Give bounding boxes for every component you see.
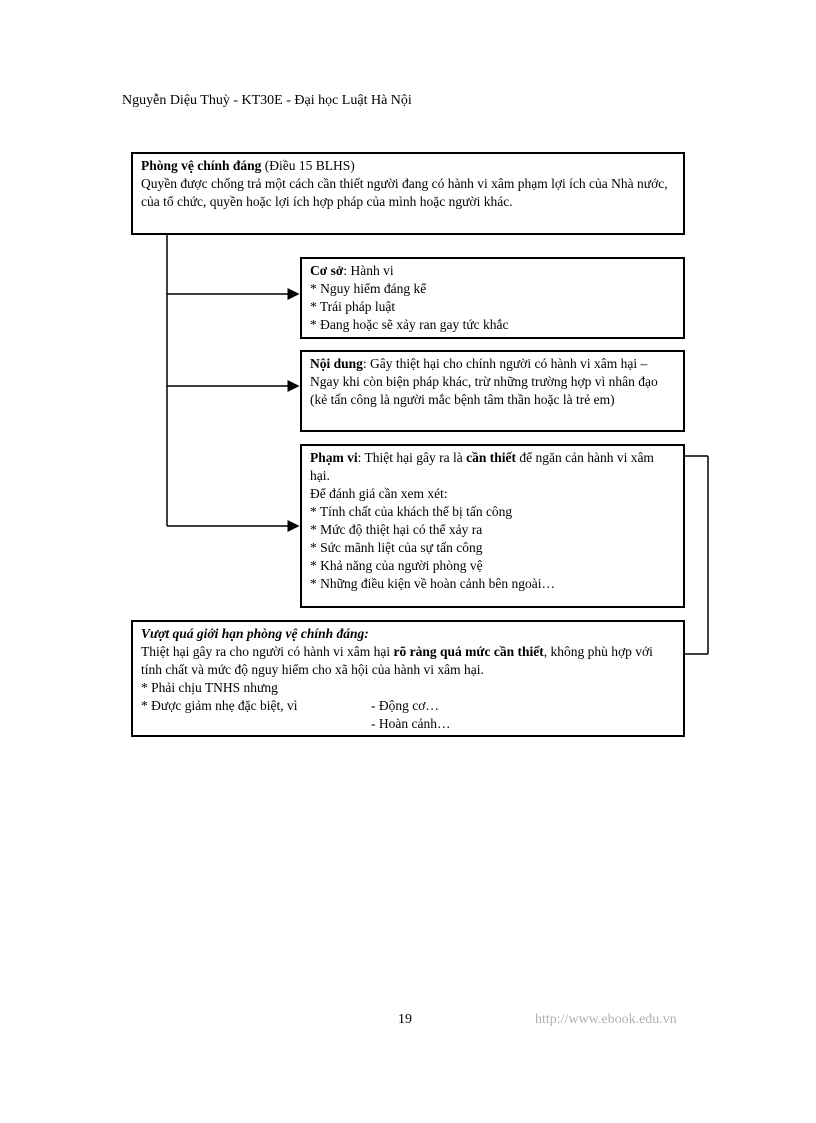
box-phong-ve-chinh-dang xyxy=(131,152,685,235)
box5-title: Vượt quá giới hạn phòng vệ chính đáng: xyxy=(141,626,369,641)
box5-text2: , không phù hợp với tính chất và mức độ nguy hiểm cho xã hội của hành vi xâm hại. xyxy=(141,644,653,677)
box-pham-vi xyxy=(300,444,685,608)
box-co-so xyxy=(300,257,685,339)
box5-bold: rõ ràng quá mức cần thiết xyxy=(393,644,544,659)
box3-label: Nội dung xyxy=(310,356,363,371)
box1-ref: (Điều 15 BLHS) xyxy=(261,158,355,173)
box4-subhead: Để đánh giá cần xem xét: xyxy=(310,486,448,501)
page-header: Nguyễn Diệu Thuỳ - KT30E - Đại học Luật Hà Nội xyxy=(122,93,412,108)
footer-url: http://www.ebook.edu.vn xyxy=(535,1012,677,1027)
box2-item: * Đang hoặc sẽ xảy ran gay tức khắc xyxy=(310,317,509,332)
box4-text2: để ngăn cản hành vi xâm hại. xyxy=(310,450,654,483)
box1-body: Quyền được chống trả một cách cần thiết người đang có hành vi xâm phạm lợi ích của Nhà nước, của tổ chức, quyền hoặc lợi ích hợp pháp của mình hoặc người khác. xyxy=(141,176,668,209)
box2-intro: : Hành vi xyxy=(343,263,394,278)
page-number: 19 xyxy=(398,1012,412,1027)
box3-body: : Gây thiệt hại cho chính người có hành vi xâm hại – Ngay khi còn biện pháp khác, trừ những trường hợp vì nhân đạo (kẻ tấn công là người mắc bệnh tâm thần hoặc là trẻ em) xyxy=(310,356,658,407)
box1-title: Phòng vệ chính đáng xyxy=(141,158,262,173)
box-vuot-qua-gioi-han xyxy=(131,620,685,737)
box5-text1: Thiệt hại gây ra cho người có hành vi xâm hại xyxy=(141,644,394,659)
box2-item: * Nguy hiểm đáng kể xyxy=(310,281,427,296)
box5-line1: * Phải chịu TNHS nhưng xyxy=(141,680,278,695)
box4-text1: : Thiệt hại gây ra là xyxy=(357,450,467,465)
box2-label: Cơ sở xyxy=(310,263,344,278)
box4-label: Phạm vi xyxy=(310,450,358,465)
box5-line2a: * Được giảm nhẹ đặc biệt, vì xyxy=(141,698,298,713)
box5-line2b: - Động cơ… xyxy=(371,698,439,713)
box5-line3b: - Hoàn cảnh… xyxy=(371,716,451,731)
box2-item: * Trái pháp luật xyxy=(310,299,396,314)
box-noi-dung xyxy=(300,350,685,432)
box4-item: * Sức mãnh liệt của sự tấn công xyxy=(310,540,483,555)
box4-bold: cần thiết xyxy=(466,450,516,465)
box4-item: * Khả năng của người phòng vệ xyxy=(310,558,483,573)
box4-item: * Tính chất của khách thể bị tấn công xyxy=(310,504,513,519)
box4-item: * Mức độ thiệt hại có thể xảy ra xyxy=(310,522,483,537)
box4-item: * Những điều kiện về hoàn cảnh bên ngoài… xyxy=(310,576,556,591)
